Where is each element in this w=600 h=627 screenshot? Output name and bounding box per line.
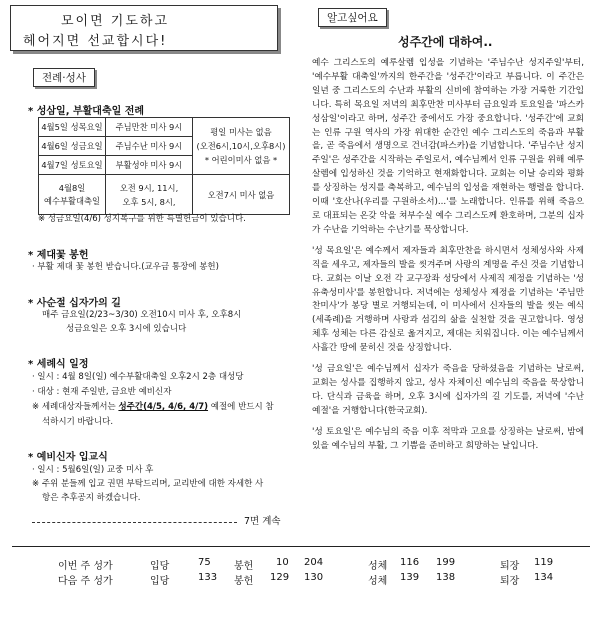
catechumen-date: · 일시 : 5월6일(일) 교중 미사 후	[32, 465, 154, 475]
catechumen-note: ※ 주위 분들께 입교 권면 부탁드리며, 교리반에 대한 자세한 사	[32, 479, 264, 489]
hymn-key: 봉헌	[234, 576, 254, 587]
article-paragraph: 예수 그리스도의 예루살렘 입성을 기념하는 '주님수난 성지주일'부터, '예수부활 대축일'까지의 한주간을 '성주간'이라고 부릅니다. 이 주간은 일년 중 그리스도의 수난과 부활의 신비에 참여하는 가장 거룩한 기간입니다. 특히 목요일 저녁의 최후만찬 미사부터 금요일과 토요일을 '파스카 성삼일'이라고 하며, 성주간 중에서도 가장 중요합니다. '성주간'에 교회는 인류 구원 역사의 가장 위대한 순간인 예수 그리스도의 죽음과 부활을, 곧 죽음에서 생명으로 건너감(파스카)을 기념합니다. '주님수난 성지주일'은 성주간을 시작하는 주일로서, 예수님께서 인류 구원을 위해 예루살렘에 입성하신 것을 기억하고 현재화합니다. 교회는 이날 승리와 평화를 상징하는 성지를 축복하고, 예수님의 입성을 재현하는 행렬을 합니다. 이때 '호산나(우리를 구원하소서)...'를 노래합니다. 인류를 위해 죽음으로 대표되는 온갖 악을 쳐부수실 예수 그리스도께 환호하며, 그분의 십자가 수난을 기억하는 수난기를 묵상합니다.	[312, 58, 584, 235]
slogan-banner	[10, 5, 278, 51]
hymn-value: 204	[304, 557, 324, 568]
article-paragraph: '성 목요일'은 예수께서 제자들과 최후만찬을 하시면서 성체성사와 사제직을 세우고, 제자들의 발을 씻겨주며 사랑의 계명을 주신 것을 기념합니다. 교회는 이날 오전 각 교구장좌 성당에서 사제직 제정을 기념하는 '성유축성미사'를 봉헌합니다. 저녁에는 성체성사 제정을 기념하는 '주님만찬미사'가 봉당 별로 거행되는데, 이 미사에서 신자들의 발을 씻는 예식(세족례)을 거행하며 사랑과 섬김의 삶을 실천할 것을 권고합니다. 영성체후 성체는 다른 감실로 옮겨지고, 제대는 치워집니다. 이는 예수님께서 사흘간 땅에 묻히신 것을 상징합니다.	[312, 245, 584, 354]
section-label-faq: 알고싶어요	[318, 8, 387, 27]
easter-date: 4월8일 예수부활대축일	[39, 175, 106, 215]
good-friday-collection-note: ※ 성금요일(4/6) 성지복구를 위한 특별헌금이 있습니다.	[38, 214, 246, 224]
hymn-key: 퇴장	[500, 576, 520, 587]
baptism-note: ※ 세례대상자들께서는 성주간(4/5, 4/6, 4/7) 예절에 반드시 참	[32, 402, 274, 412]
article-paragraph: '성 토요일'은 예수님의 죽음 이후 적막과 고요를 상징하는 날로써, 밤에 있을 예수님의 부활, 그 기쁨을 준비하고 희망하는 날입니다.	[312, 426, 584, 451]
hymn-value: 129	[270, 572, 290, 583]
altar-flowers-text: · 부활 제대 꽃 봉헌 받습니다.(교우금 통장에 봉헌)	[32, 262, 219, 272]
schedule-date: 4월7일 성토요일	[39, 156, 106, 175]
stations-good-friday: 성금요일은 오후 3시에 있습니다	[66, 324, 187, 334]
hymn-value: 130	[304, 572, 324, 583]
hymn-key: 성체	[368, 576, 388, 587]
schedule-mass: 주님수난 미사 9시	[106, 137, 193, 156]
stations-title: * 사순절 십자가의 길	[28, 298, 121, 309]
article-paragraph: '성 금요일'은 예수님께서 십자가 죽음을 당하셨음을 기념하는 날로써, 교회는 성사를 집행하지 않고, 성사 자체이신 예수님의 죽음을 묵상합니다. 단식과 금육을 하며, 오후 3시에 십자가의 길 기도를, 저녁에 '수난 예절'을 거행합니다(한국교회).	[312, 364, 584, 416]
article-title: 성주간에 대하여..	[398, 35, 493, 49]
hymn-value: 139	[400, 572, 420, 583]
slogan-line-1: 모이면 기도하고	[61, 14, 170, 29]
slogan-line-2: 헤어지면 선교합시다!	[23, 34, 168, 49]
article-body	[312, 57, 584, 453]
continued-divider	[32, 522, 237, 523]
schedule-mass: 주님만찬 미사 9시	[106, 118, 193, 137]
holy-week-title: * 성삼일, 부활대축일 전례	[28, 106, 145, 117]
hymn-value: 116	[400, 557, 420, 568]
section-label-liturgy: 전례·성사	[33, 68, 95, 87]
schedule-mass: 부활성야 미사 9시	[106, 156, 193, 175]
catechumen-note-cont: 항은 추후공지 하겠습니다.	[42, 493, 141, 503]
stations-schedule: 매주 금요일(2/23~3/30) 오전10시 미사 후, 오후8시	[42, 310, 242, 320]
hymn-key: 입당	[150, 576, 170, 587]
hymn-row-next-week	[58, 572, 588, 586]
hymn-key: 성체	[368, 561, 388, 572]
continued-note: 7면 계속	[244, 516, 281, 527]
baptism-title: * 세례식 일정	[28, 359, 89, 370]
catechumen-title: * 예비신자 입교식	[28, 452, 108, 463]
schedule-date: 4월5일 성목요일	[39, 118, 106, 137]
hymn-row-label: 다음 주 성가	[58, 576, 113, 587]
hymn-row-label: 이번 주 성가	[58, 561, 113, 572]
stats-divider	[12, 546, 590, 547]
hymn-key: 봉헌	[234, 561, 254, 572]
weekday-mass-note: 평일 미사는 없음 (오전6시,10시,오후8시) * 어린이미사 없음 *	[193, 118, 290, 175]
hymn-value: 119	[534, 557, 554, 568]
hymn-key: 퇴장	[500, 561, 520, 572]
hymn-row-this-week	[58, 557, 588, 571]
hymn-value: 138	[436, 572, 456, 583]
easter-mass-note: 오전7시 미사 없음	[193, 175, 290, 215]
holy-week-schedule-table	[38, 117, 290, 215]
baptism-note-cont: 석하시기 바랍니다.	[42, 417, 114, 427]
hymn-value: 199	[436, 557, 456, 568]
holy-week-dates: 성주간(4/5, 4/6, 4/7)	[118, 402, 209, 412]
hymn-value: 10	[276, 557, 289, 568]
hymn-key: 입당	[150, 561, 170, 572]
schedule-date: 4월6일 성금요일	[39, 137, 106, 156]
hymn-value: 133	[198, 572, 218, 583]
baptism-target: · 대상 : 현재 주일반, 금요반 예비신자	[32, 387, 172, 397]
baptism-date: · 일시 : 4월 8일(일) 예수부활대축일 오후2시 2층 대성당	[32, 372, 244, 382]
hymn-value: 75	[198, 557, 211, 568]
easter-mass-times: 오전 9시, 11시, 오후 5시, 8시,	[106, 175, 193, 215]
hymn-value: 134	[534, 572, 554, 583]
altar-flowers-title: * 제대꽃 봉헌	[28, 250, 89, 261]
